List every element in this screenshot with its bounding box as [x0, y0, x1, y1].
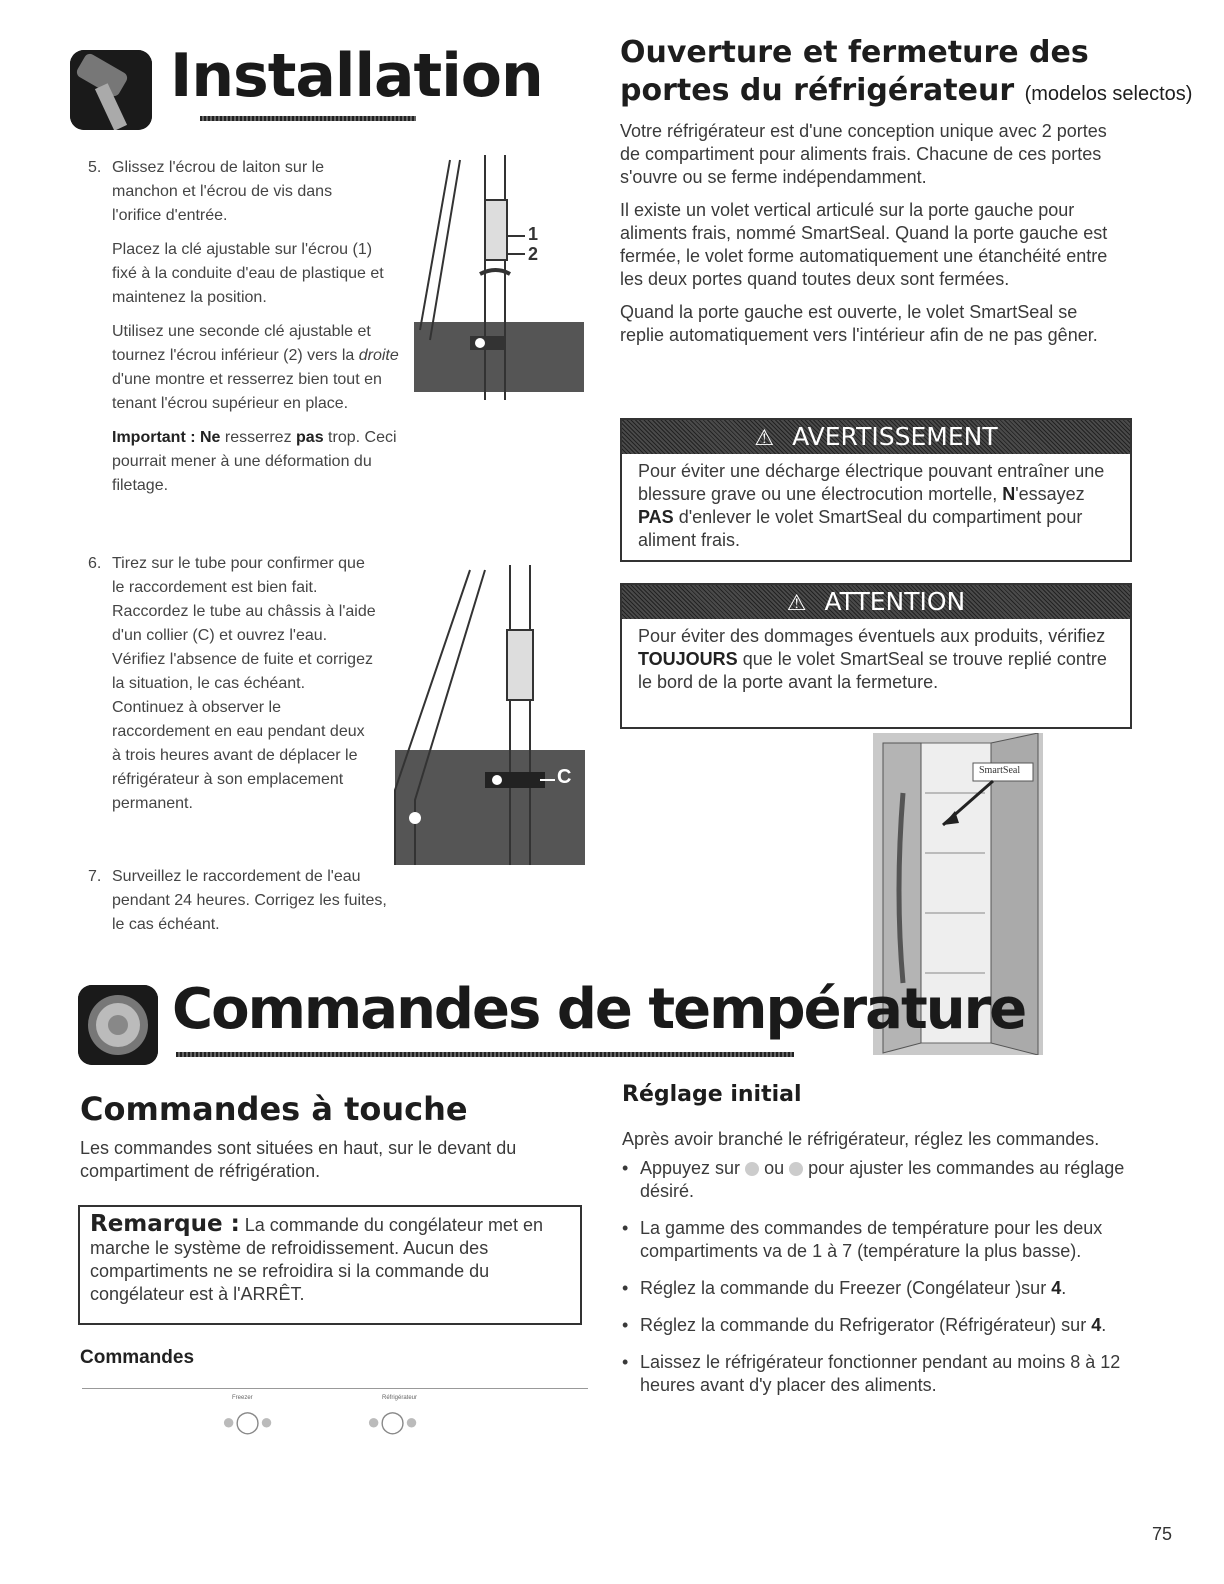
step-5-text: Glissez l'écrou de laiton sur le manchon et l'écrou de vis dans l'orifice d'entrée. — [112, 159, 333, 224]
caution-box — [620, 583, 1132, 729]
warning-triangle-icon: ⚠ — [786, 591, 807, 616]
controls-label: Commandes — [80, 1347, 195, 1368]
label-1: 1 — [528, 224, 539, 244]
freezer-controls: ●◯● — [222, 1409, 274, 1434]
clamp-illustration — [385, 560, 585, 865]
thermostat-dial-icon — [78, 985, 158, 1065]
step-5-important-text: Important : Ne resserrez pas trop. Ceci pourrait mener à une déformation du filetage. — [112, 429, 397, 494]
nut-connection-illustration — [410, 150, 585, 400]
step-6 — [88, 552, 377, 826]
refrigerator-panel-label: Réfrigérateur — [382, 1395, 418, 1401]
control-panel-illustration — [82, 1388, 588, 1449]
step-number: 6. — [88, 555, 102, 572]
caution-header: ⚠ ATTENTION — [622, 585, 1130, 619]
caution-text: Pour éviter des dommages éventuels aux produits, vérifiez TOUJOURS que le volet SmartSeal se trouve replié contre le bord de la porte avant la fermeture. — [638, 626, 1107, 692]
doors-text: Votre réfrigérateur est d'une conception unique avec 2 portes de compartiment pour aliments frais. Chacune de ces portes s'ouvre ou se ferme indépendamment. Il existe un volet vertical articulé sur la porte gauche pour aliments frais, nommé SmartSeal. Quand la porte gauche est fermée, le volet forme automatiquement une étanchéité entre les deux portes quand toutes deux sont fermées. Quand la porte gauche est ouverte, le volet SmartSeal se replie automatiquement vers l'intérieur afin de ne pas gêner. — [620, 121, 1108, 345]
step-number: 7. — [88, 868, 102, 885]
initial-setting-text: Après avoir branché le réfrigérateur, réglez les commandes. • Appuyez sur ou pour ajuster les commandes au réglage désiré. • La gamme des commandes de température pour les deux compartiments va de 1 à 7 (température la plus basse). • Réglez la commande du Freezer (Congélateur )sur 4. • Réglez la commande du Refrigerator (Réfrigérateur) sur 4. • Laissez le réfrigérateur fonctionner pendant au moins 8 à 12 heures avant d'y placer des aliments. — [622, 1128, 1132, 1411]
step-number: 5. — [88, 159, 102, 176]
label-2: 2 — [528, 244, 539, 264]
doors-title: Ouverture et fermeture des portes du réfrigérateur (modelos selectos) — [620, 35, 1193, 108]
label-c: C — [557, 766, 572, 788]
smartseal-label: SmartSeal — [979, 765, 1021, 776]
temperature-title-rule — [176, 1052, 794, 1057]
note-label: Remarque : — [90, 1211, 240, 1237]
step-5 — [88, 156, 412, 508]
installation-title-rule — [200, 116, 416, 121]
note-box — [78, 1205, 582, 1325]
step-7-text: Surveillez le raccordement de l'eau pendant 24 heures. Corrigez les fuites, le cas échéant. — [112, 868, 387, 933]
warning-triangle-icon: ⚠ — [754, 426, 775, 451]
warning-box — [620, 418, 1132, 562]
step-5-tighten-text: Utilisez une seconde clé ajustable et tournez l'écrou inférieur (2) vers la droite d'une montre et resserrez bien tout en tenant l'écrou supérieur en place. — [112, 323, 399, 412]
note-text: La commande du congélateur met en marche le système de refroidissement. Aucun des compartiments ne se refroidira si la commande du congélateur est à l'ARRÊT. — [90, 1215, 543, 1304]
temperature-title: Commandes de température — [172, 977, 1026, 1042]
wrench-icon — [70, 50, 152, 130]
touch-controls-text: Les commandes sont situées en haut, sur le devant du compartiment de réfrigération. — [80, 1138, 517, 1181]
installation-title: Installation — [170, 41, 543, 111]
warning-text: Pour éviter une décharge électrique pouvant entraîner une blessure grave ou une électrocution mortelle, N'essayez PAS d'enlever le volet SmartSeal du compartiment pour aliment frais. — [638, 461, 1105, 550]
warning-header: ⚠ AVERTISSEMENT — [622, 420, 1130, 454]
refrigerator-controls: ●◯● — [367, 1409, 419, 1434]
page-number: 75 — [1152, 1524, 1173, 1544]
down-button-icon — [789, 1162, 803, 1176]
initial-setting-title: Réglage initial — [622, 1082, 802, 1107]
freezer-panel-label: Freezer — [232, 1395, 253, 1401]
step-6-text: Tirez sur le tube pour confirmer que le raccordement est bien fait. Raccordez le tube au châssis à l'aide d'un collier (C) et ouvrez l'eau. Vérifiez l'absence de fuite et corrigez la situation, le cas échéant. Continuez à observer le raccordement en eau pendant deux à trois heures avant de déplacer le réfrigérateur à son emplacement permanent. — [112, 555, 376, 812]
step-5-wrench-text: Placez la clé ajustable sur l'écrou (1) fixé à la conduite d'eau de plastique et maintenez la position. — [112, 241, 384, 306]
touch-controls-title: Commandes à touche — [80, 1090, 468, 1128]
up-button-icon — [745, 1162, 759, 1176]
step-7 — [88, 865, 402, 947]
